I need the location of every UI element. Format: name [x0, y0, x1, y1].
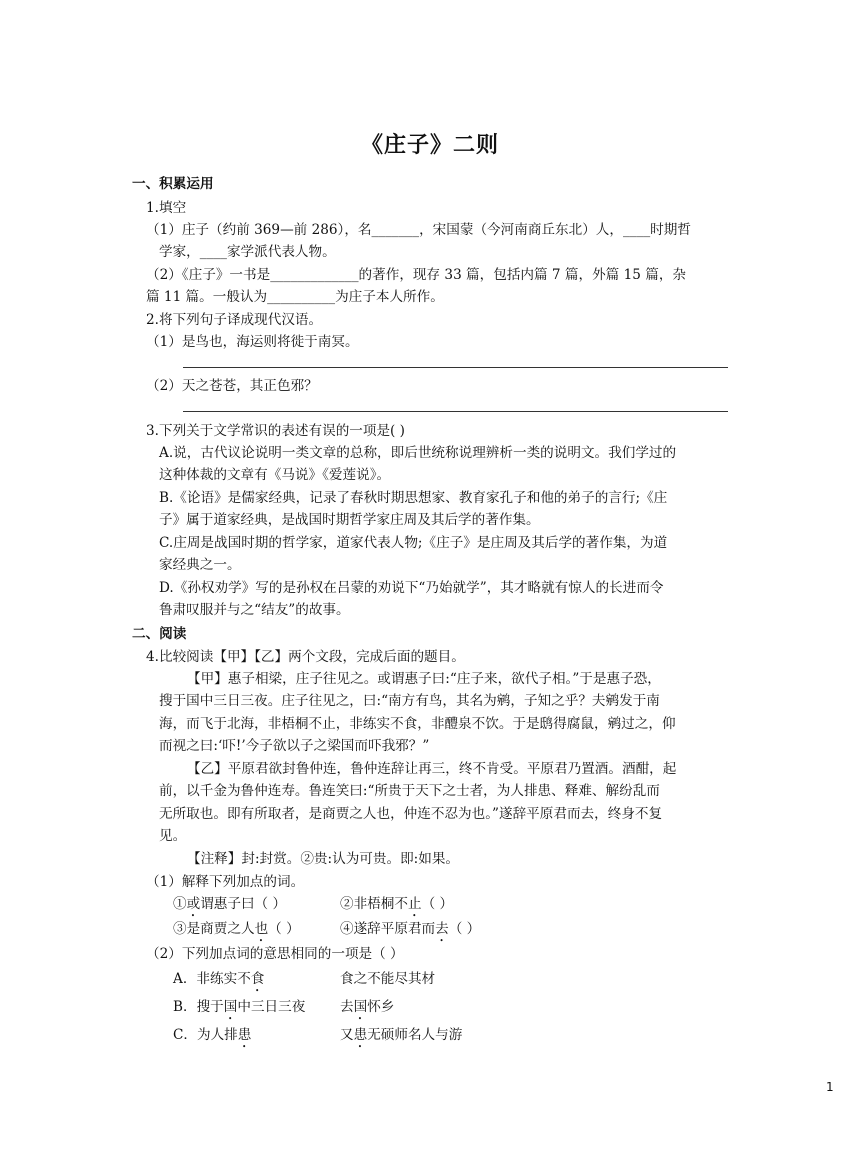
dotted-word: 止	[407, 896, 422, 912]
q3-option-a-line2: 这种体裁的文章有《马说》《爱莲说》。	[159, 467, 391, 483]
q3-option-a-line1: A.说，古代议论说明一类文章的总称，即后世统称说理辨析一类的说明文。我们学过的	[159, 445, 677, 461]
passage-yi-line3: 无所取也。即有所取者，是商贾之人也，仲连不忍为也。”遂辞平原君而去，终身不复	[159, 806, 663, 822]
subq2-label: （2）下列加点词的意思相同的一项是（ ）	[146, 946, 404, 962]
option-a-right: 食之不能尽其材	[340, 971, 436, 987]
q3-label: 3.下列关于文学常识的表述有误的一项是( )	[146, 423, 405, 439]
subq1-label: （1）解释下列加点的词。	[146, 874, 305, 890]
option-b-left: B．搜于国中三日三夜	[173, 999, 306, 1015]
page-title: 《庄子》二则	[360, 132, 499, 158]
annotation-note: 【注释】封:封赏。②贵:认为可贵。即:如果。	[187, 851, 460, 867]
q3-option-b-line1: B.《论语》是儒家经典，记录了春秋时期思想家、教育家孔子和他的弟子的言行;《庄	[159, 490, 668, 506]
word-item-2: ②非梧桐不止（ ）	[340, 896, 454, 912]
q3-option-d-line1: D.《孙权劝学》写的是孙权在吕蒙的劝说下“乃始就学”，其才略就有惊人的长进而令	[159, 580, 664, 596]
section1-heading: 一、积累运用	[132, 176, 214, 192]
q4-label: 4.比较阅读【甲】【乙】两个文段，完成后面的题目。	[146, 649, 465, 665]
dotted-word: 国	[223, 999, 238, 1015]
passage-jia-line1: 【甲】惠子相梁，庄子往见之。或谓惠子曰:“庄子来，欲代子相。”于是惠子恐，	[187, 671, 661, 687]
q1-label: 1.填空	[146, 200, 187, 216]
passage-jia-line4: 而视之曰:‘吓!’今子欲以子之梁国而吓我邪？”	[159, 738, 430, 754]
dotted-word: 也	[254, 921, 269, 937]
q3-option-b-line2: 子》属于道家经典，是战国时期哲学家庄周及其后学的著作集。	[159, 512, 540, 528]
dotted-word: 去	[435, 921, 449, 937]
word-item-1: ①或谓惠子曰（ ）	[173, 896, 287, 912]
page-number: 1	[826, 1080, 834, 1094]
q1-part2-line2: 篇 11 篇。一般认为__________为庄子本人所作。	[146, 289, 444, 305]
dotted-word: 食	[250, 971, 265, 987]
passage-jia-line2: 搜于国中三日三夜。庄子往见之，曰:“南方有鸟，其名为鹓，子知之乎？夫鹓发于南	[159, 693, 660, 709]
dotted-word: 患	[237, 1027, 252, 1043]
section2-heading: 二、阅读	[132, 626, 187, 642]
word-item-3: ③是商贾之人也（ ）	[173, 921, 300, 937]
q3-option-c-line2: 家经典之一。	[159, 557, 241, 573]
option-c-left: C．为人排患	[173, 1027, 252, 1043]
q2-label: 2.将下列句子译成现代汉语。	[146, 312, 323, 328]
option-b-right: 去国怀乡	[340, 999, 395, 1015]
dotted-word: 患	[353, 1027, 368, 1043]
q1-part2-line1: （2）《庄子》一书是_____________的著作，现存 33 篇，包括内篇 7 篇，外篇 15 篇，杂	[146, 267, 687, 283]
passage-yi-line1: 【乙】平原君欲封鲁仲连，鲁仲连辞让再三，终不肯受。平原君乃置酒。酒酣，起	[187, 761, 677, 777]
passage-jia-line3: 海，而飞于北海，非梧桐不止，非练实不食，非醴泉不饮。于是鸱得腐鼠，鹓过之，仰	[159, 716, 676, 732]
option-a-left: A．非练实不食	[173, 971, 265, 987]
q3-option-c-line1: C.庄周是战国时期的哲学家，道家代表人物;《庄子》是庄周及其后学的著作集，为道	[159, 535, 668, 551]
q2-sentence1: （1）是鸟也，海运则将徙于南冥。	[146, 334, 359, 350]
passage-yi-line4: 见。	[159, 828, 187, 844]
word-item-4: ④遂辞平原君而去（ ）	[340, 921, 481, 937]
q1-part1-line1: （1）庄子（约前 369—前 286），名_______，宋国蒙（今河南商丘东北）人，____时期哲	[146, 222, 691, 238]
q2-sentence2: （2）天之苍苍，其正色邪？	[146, 378, 318, 394]
answer-line-2	[183, 411, 728, 412]
q3-option-d-line2: 鲁肃叹服并与之“结友”的故事。	[159, 602, 350, 618]
answer-line-1	[183, 367, 728, 368]
dotted-word: 国	[353, 999, 368, 1015]
option-c-right: 又患无硕师名人与游	[340, 1027, 463, 1043]
dotted-word: 或	[186, 896, 201, 912]
passage-yi-line2: 前，以千金为鲁仲连寿。鲁连笑曰:“所贵于天下之士者，为人排患、释难、解纷乱而	[159, 783, 660, 799]
q1-part1-line2: 学家，____家学派代表人物。	[159, 244, 336, 260]
